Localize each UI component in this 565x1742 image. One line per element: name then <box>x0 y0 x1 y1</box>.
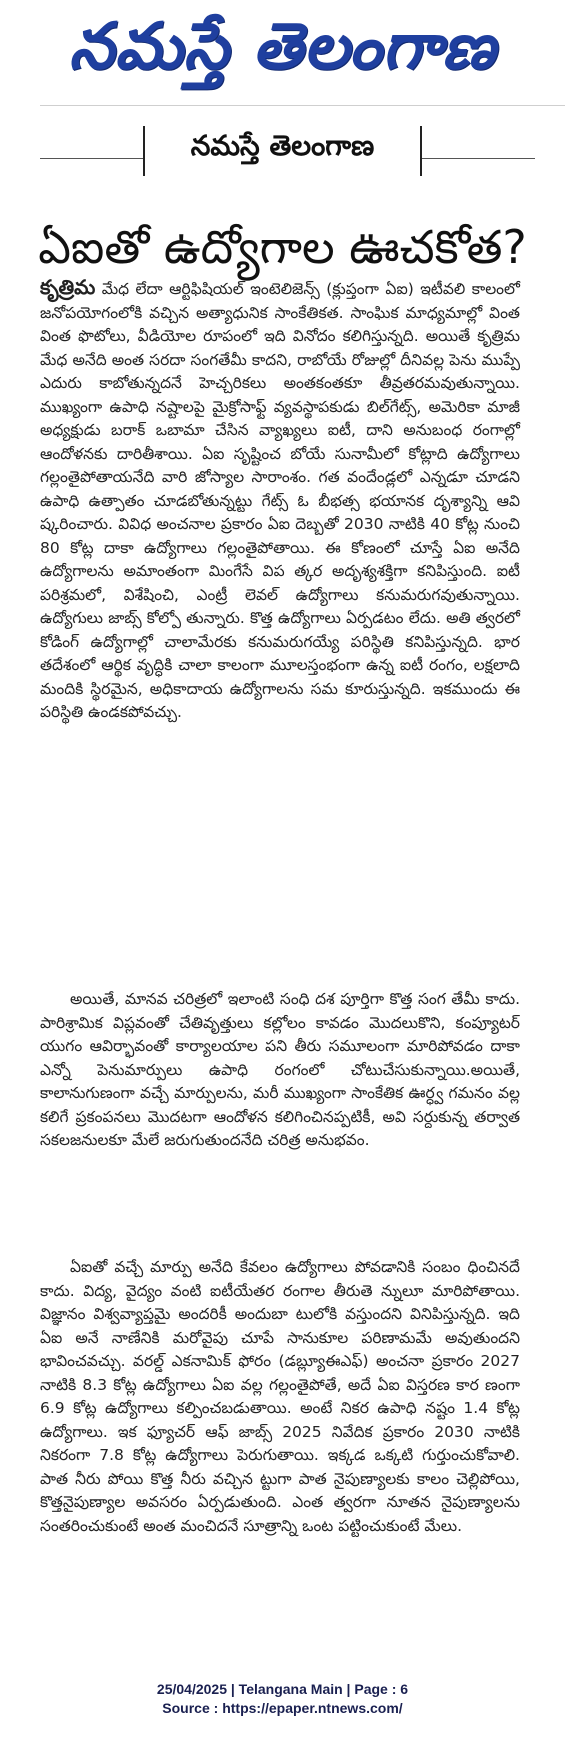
article-paragraph-1-text: మేధ లేదా ఆర్టిఫిషియల్ ఇంటెలిజెన్స్ (క్లుప్తంగా ఏఐ) ఇటీవలి కాలంలో జనోపయోగంలోకి వచ్చిన అత్యాధునిక సాంకేతికత. సాంఘిక మాధ్యమాల్లో వింత వింత ఫొటోలు, వీడియోల రూపంలో ఇది వినోదం కలిగిస్తున్నది. అయితే కృత్రిమ మేధ అనేది అంత సరదా సంగతేమీ కాదని, రాబోయే రోజుల్లో దీనివల్ల పెను ముప్పే ఎదురు కాబోతున్నదనే హెచ్చరికలు అంతకంతకూ తీవ్రతరమవుతున్నాయి. ముఖ్యంగా ఉపాధి నష్టాలపై మైక్రోసాఫ్ట్ వ్యవస్థాపకుడు బిల్‌గేట్స్, అమెరికా మాజీ అధ్యక్షుడు బరాక్ ఒబామా చేసిన వ్యాఖ్యలు ఐటీ, దాని అనుబంధ రంగాల్లో ఆందోళనకు దారితీశాయి. ఏఐ సృష్టించ బోయే సునామీలో కోట్లాది ఉద్యోగాలు గల్లంతైపోతాయనేది వారి జోస్యాల సారాంశం. గత వందేండ్లలో ఎన్నడూ చూడని ఉపాధి ఉత్పాతం చూడబోతున్నట్టు గేట్స్ ఓ బీభత్స భయానక దృశ్యాన్ని ఆవి ష్కరించారు. వివిధ అంచనాల ప్రకారం ఏఐ దెబ్బతో 2030 నాటికి 40 కోట్ల నుంచి 80 కోట్ల దాకా ఉద్యోగాలు గల్లంతైపోతాయి. ఈ కోణంలో చూస్తే ఏఐ అనేది ఉద్యోగాలను అమాంతంగా మింగేసే విప త్కర అదృశ్యశక్తిగా కనిపిస్తుంది. ఐటీ పరిశ్రమలో, విశేషించి, ఎంట్రీ లెవల్ ఉద్యోగాలు కనుమరుగవుతున్నాయి. ఉద్యోగులు జాబ్స్ కోల్పో తున్నారు. కొత్త ఉద్యోగాలు ఏర్పడటం లేదు. అతి త్వరలో కోడింగ్ ఉద్యోగాల్లో చాలామేరకు కనుమరుగయ్యే పరిస్థితి కనిపిస్తున్నది. భార తదేశంలో ఆర్థిక వృద్ధికి చాలా కాలంగా మూలస్తంభంగా ఉన్న ఐటీ రంగం, లక్షలాది మందికి స్థిరమైన, అధికాదాయ ఉద్యోగాలను సమ కూరుస్తున్నది. ఇకముందు ఈ పరిస్థితి ఉండకపోవచ్చు. <box>40 280 520 721</box>
clipping-header-right-bar <box>420 126 422 176</box>
page-footer <box>0 1680 565 1718</box>
masthead-logo <box>0 8 565 86</box>
article-paragraph-1 <box>40 276 520 725</box>
article-headline: ఏఐతో ఉద్యోగాల ఊచకోత? <box>38 219 527 274</box>
edition-info: 25/04/2025 | Telangana Main | Page : 6 <box>156 1681 409 1697</box>
clipping-paper-name: నమస్తే తెలంగాణ <box>145 126 420 166</box>
masthead-divider <box>40 105 565 106</box>
article-paragraph-3: ఏఐతో వచ్చే మార్పు అనేది కేవలం ఉద్యోగాలు పోవడానికి సంబం ధించినదే కాదు. విద్య, వైద్యం వంటి ఐటీయేతర రంగాల తీరుతె న్నులూ మారిపోతాయి. విజ్ఞానం విశ్వవ్యాప్తమై అందరికీ అందుబా టులోకి వస్తుందని వినిపిస్తున్నది. ఇది ఏఐ అనే నాణేనికి మరోవైపు చూపే సానుకూల పరిణామమే అవుతుందని భావించవచ్చు. వరల్డ్ ఎకనామిక్ ఫోరం (డబ్ల్యూఈఎఫ్) అంచనా ప్రకారం 2027 నాటికి 8.3 కోట్ల ఉద్యోగాలు ఏఐ వల్ల గల్లంతైపోతే, అదే ఏఐ విస్తరణ కార ణంగా 6.9 కోట్ల ఉద్యోగాలు కల్పించబడుతాయి. అంటే నికర ఉపాధి నష్టం 1.4 కోట్ల ఉద్యోగాలు. ఇక ఫ్యూచర్ ఆఫ్ జాబ్స్ 2025 నివేదిక ప్రకారం 2030 నాటికి నికరంగా 7.8 కోట్ల ఉద్యోగాలు పెరుగుతాయి. ఇక్కడ ఒక్కటి గుర్తుంచుకోవాలి. పాత నీరు పోయి కొత్త నీరు వచ్చిన ట్టుగా పాత నైపుణ్యాలకు కాలం చెల్లిపోయి, కొత్తనైపుణ్యాల అవసరం ఏర్పడుతుంది. ఎంత త్వరగా నూతన నైపుణ్యాలను సంతరించుకుంటే అంత మంచిదనే సూత్రాన్ని ఒంట పట్టించుకుంటే మేలు. <box>40 1258 520 1535</box>
source-link: Source : https://epaper.ntnews.com/ <box>162 1700 403 1716</box>
masthead-title: నమస్తే తెలంగాణ <box>68 10 497 84</box>
news-clipping <box>30 126 535 1661</box>
article-lead-word: కృత్రిమ <box>40 275 96 299</box>
article-paragraph-2: అయితే, మానవ చరిత్రలో ఇలాంటి సంధి దశ పూర్తిగా కొత్త సంగ తేమీ కాదు. పారిశ్రామిక విప్లవంతో చేతివృత్తులు కల్లోలం కావడం మొదలుకొని, కంప్యూటర్ యుగం ఆవిర్భావంతో కార్యాలయాల పని తీరు సమూలంగా మారిపోవడం దాకా ఎన్నో పెనుమార్పులు ఉపాధి రంగంలో చోటుచేసుకున్నాయి.అయితే, కాలానుగుణంగా వచ్చే మార్పులను, మరీ ముఖ్యంగా సాంకేతిక ఊర్ధ్వ గమనం వల్ల కలిగే ప్రకంపనలు మొదటగా ఆందోళన కలిగించినప్పటికీ, అవి సర్దుకున్న తర్వాత సకలజనులకూ మేలే జరుగుతుందనేది చరిత్ర అనుభవం. <box>40 990 520 1149</box>
